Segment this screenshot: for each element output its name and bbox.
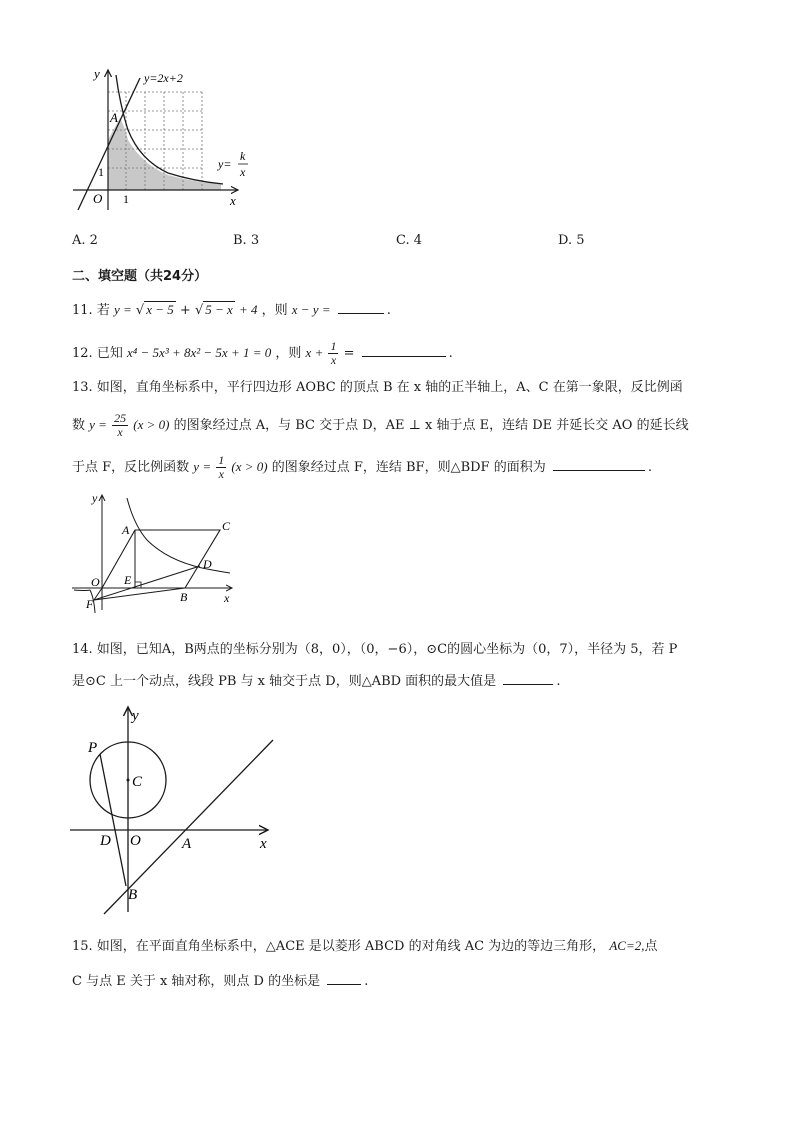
q11-pre: 若	[96, 303, 110, 318]
q15-line-2	[72, 972, 368, 992]
q15-l2-pre: C 与点 E 关于 x 轴对称，则点 D 的坐标是	[72, 974, 321, 989]
fig1-curve-label: y=	[218, 157, 232, 171]
q13-answer-blank[interactable]	[553, 458, 645, 471]
q14-answer-blank[interactable]	[503, 672, 553, 685]
q13-l3-y: y =	[193, 459, 212, 474]
q11-expr-b: x − y =	[291, 302, 331, 317]
q12-num: 12.	[72, 346, 93, 361]
q13-line-1: 13. 如图，直角坐标系中，平行四边形 AOBC 的顶点 B 在 x 轴的正半轴上，A、C 在第一象限，反比例函	[72, 380, 683, 395]
fig2-e: E	[124, 573, 132, 587]
fig3-x: x	[260, 836, 267, 852]
fig3-d: D	[100, 833, 111, 849]
q11-expr-a: y =	[113, 302, 132, 317]
q15-l1-pre: 15. 如图，在平面直角坐标系中，△ACE 是以菱形 ABCD 的对角线 AC 为边的等边三角形，	[72, 939, 606, 954]
q12-mid: ，则	[275, 346, 302, 361]
fig2-y: y	[92, 491, 98, 505]
q15-line-1	[72, 936, 657, 957]
q12-x: x +	[305, 345, 324, 360]
q15-l1-end: 点	[644, 939, 658, 954]
q13-l3-post: 的图象经过点 F，连结 BF，则△BDF 的面积为	[271, 460, 546, 475]
q13-l2-cond: (x > 0)	[133, 417, 170, 432]
fig2-a: A	[122, 523, 130, 537]
fig2-b: B	[180, 590, 188, 604]
fig1-point-a: A	[110, 110, 118, 125]
q14-l2-end: .	[556, 674, 561, 689]
fig1-tick-x: 1	[123, 192, 129, 206]
fig1-line-label: y=2x+2	[144, 71, 183, 85]
fig2-c: C	[222, 519, 231, 533]
section-title: 二、填空题（共24分）	[72, 269, 208, 284]
option-b: B. 3	[233, 233, 260, 248]
q12-answer-blank[interactable]	[362, 344, 446, 357]
fig3-p: P	[88, 740, 98, 756]
q13-l3-pre: 于点 F，反比例函数	[72, 460, 190, 475]
fig1-tick-y: 1	[98, 165, 104, 179]
q11-answer-blank[interactable]	[338, 301, 384, 314]
q13-l2-post: 的图象经过点 A，与 BC 交于点 D，AE ⊥ x 轴于点 E，连结 DE 并延长交 AO 的延长线	[173, 418, 689, 433]
fig3-a: A	[182, 836, 192, 852]
question-11: 11. 若 y = √ x − 5 + √ 5 − x + 4 ，则 x − y = .	[72, 302, 391, 318]
q11-plus1: +	[179, 303, 191, 318]
fig1-x-label: x	[230, 193, 236, 208]
fig1-origin: O	[93, 191, 103, 206]
fig2-f: F	[86, 597, 94, 611]
fig1-curve-k: k	[240, 149, 246, 163]
q12-pre: 已知	[96, 346, 123, 361]
q14-l2-pre: 是⊙C 上一个动点，线段 PB 与 x 轴交于点 D，则△ABD 面积的最大值是	[72, 674, 497, 689]
fig1-y-label: y	[94, 66, 100, 81]
q13-l3-cond: (x > 0)	[231, 459, 268, 474]
q15-answer-blank[interactable]	[327, 972, 361, 985]
figure-2-graph	[72, 490, 242, 615]
question-12	[72, 338, 453, 369]
fig2-o: O	[91, 575, 100, 589]
option-a: A. 2	[72, 233, 98, 248]
q14-line-2	[72, 672, 560, 692]
fig3-o: O	[130, 833, 141, 849]
q12-fraction: $\frac{1}{x}$	[330, 339, 337, 367]
q13-line-2	[72, 410, 689, 441]
q15-l2-end: .	[364, 974, 369, 989]
q12-eq: =	[343, 346, 355, 361]
q11-num: 11.	[72, 303, 93, 318]
fig2-x: x	[224, 591, 230, 605]
fig2-d: D	[203, 557, 212, 571]
q13-l3-end: .	[647, 460, 652, 475]
option-c: C. 4	[396, 233, 423, 248]
q12-expr: x⁴ − 5x³ + 8x² − 5x + 1 = 0	[126, 345, 272, 360]
q11-end: .	[386, 303, 391, 318]
q14-line-1: 14. 如图，已知A，B两点的坐标分别为（8，0），（0，−6），⊙C的圆心坐标为（0，7），半径为 5，若 P	[72, 642, 678, 657]
q15-l1-ac: AC=2,	[609, 938, 645, 953]
q13-l2-fraction: $\frac{25}{x}$	[114, 411, 127, 439]
q11-sqrt2: 5 − x	[205, 302, 233, 317]
fig3-c: C	[132, 774, 143, 790]
q11-plus2: + 4	[238, 302, 258, 317]
q12-end: .	[448, 346, 453, 361]
fig3-y: y	[132, 708, 139, 724]
q13-l3-fraction: $\frac{1}{x}$	[218, 453, 225, 481]
q13-line-3	[72, 452, 652, 483]
option-d: D. 5	[558, 233, 585, 248]
q13-l2-y: y =	[89, 417, 107, 432]
q11-mid: ，则	[261, 303, 288, 318]
shaded-area	[108, 118, 221, 190]
fig1-curve-x: x	[240, 165, 246, 179]
q11-sqrt1: x − 5	[146, 302, 174, 317]
q13-l2-pre: 数	[72, 418, 86, 433]
fig3-b: B	[128, 887, 138, 903]
figure-3-graph	[68, 702, 283, 917]
figure-1-graph	[68, 60, 258, 220]
